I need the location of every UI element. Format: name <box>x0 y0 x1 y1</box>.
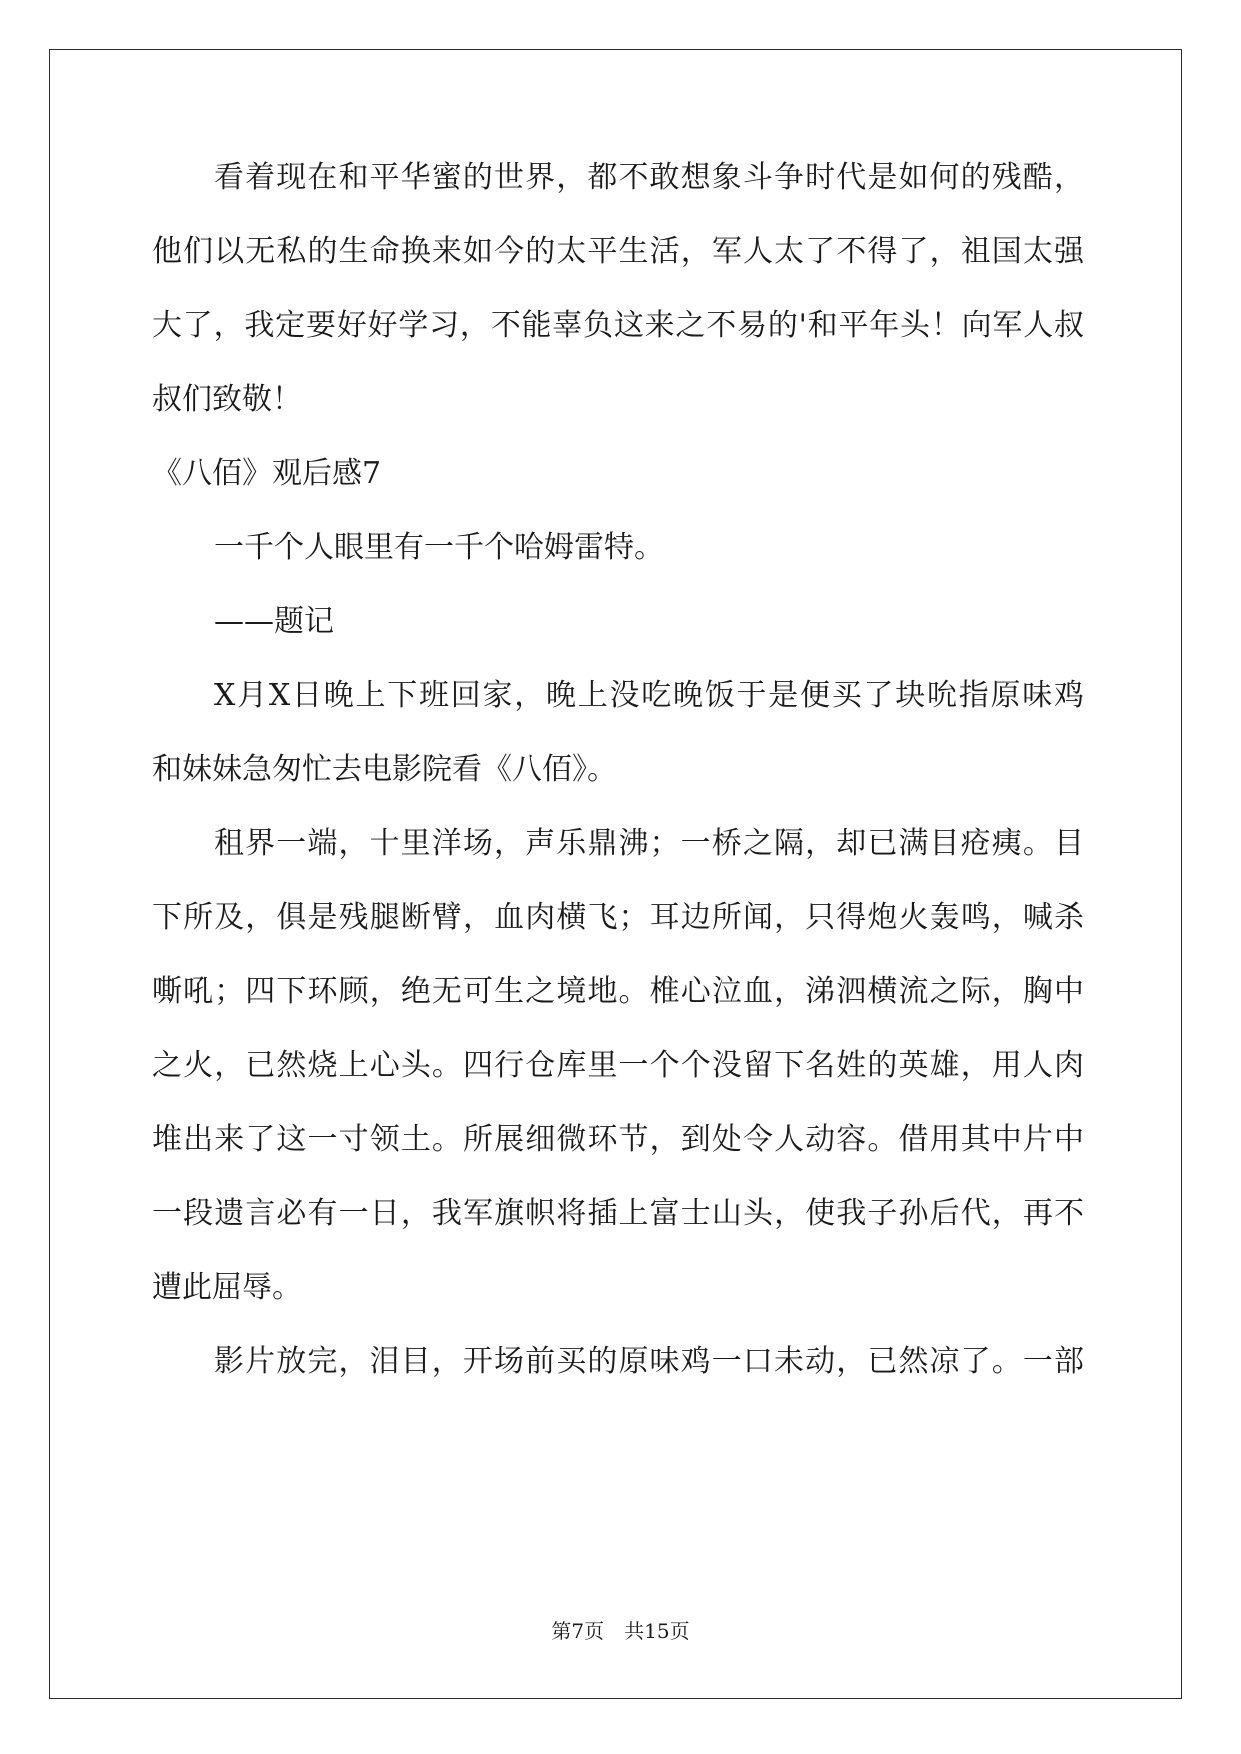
paragraph-line: 看着现在和平华蜜的世界，都不敢想象斗争时代是如何的残酷， <box>214 160 1084 195</box>
paragraph-line: 大了，我定要好好学习，不能辜负这来之不易的'和平年头！向军人叔 <box>152 308 1084 343</box>
page-border <box>49 49 1182 1699</box>
paragraph-line: 下所及，俱是残腿断臂，血肉横飞；耳边所闻，只得炮火轰鸣，喊杀 <box>152 900 1084 935</box>
paragraph-line: 遭此屈辱。 <box>152 1270 302 1305</box>
paragraph-line: 影片放完，泪目，开场前买的原味鸡一口未动，已然凉了。一部 <box>214 1344 1084 1379</box>
paragraph-line: X月X日晚上下班回家，晚上没吃晚饭于是便买了块吮指原味鸡 <box>214 678 1084 713</box>
page-number: 第7页 共15页 <box>551 1619 690 1643</box>
paragraph-line: 叔们致敬！ <box>152 382 302 417</box>
paragraph-line: 一段遗言必有一日，我军旗帜将插上富士山头，使我子孙后代，再不 <box>152 1196 1084 1231</box>
paragraph-line: 和妹妹急匆忙去电影院看《八佰》。 <box>152 752 617 787</box>
epigraph-line: 一千个人眼里有一千个哈姆雷特。 <box>214 530 664 565</box>
paragraph-line: 嘶吼；四下环顾，绝无可生之境地。椎心泣血，涕泗横流之际，胸中 <box>152 974 1084 1009</box>
paragraph-line: 租界一端，十里洋场，声乐鼎沸；一桥之隔，却已满目疮痍。目 <box>214 826 1084 861</box>
paragraph-line: 堆出来了这一寸领土。所展细微环节，到处令人动容。借用其中片中 <box>152 1122 1084 1157</box>
epigraph-attribution: ——题记 <box>214 604 334 639</box>
paragraph-line: 之火，已然烧上心头。四行仓库里一个个没留下名姓的英雄，用人肉 <box>152 1048 1084 1083</box>
section-heading: 《八佰》观后感7 <box>152 456 382 491</box>
paragraph-line: 他们以无私的生命换来如今的太平生活，军人太了不得了，祖国太强 <box>152 234 1084 269</box>
